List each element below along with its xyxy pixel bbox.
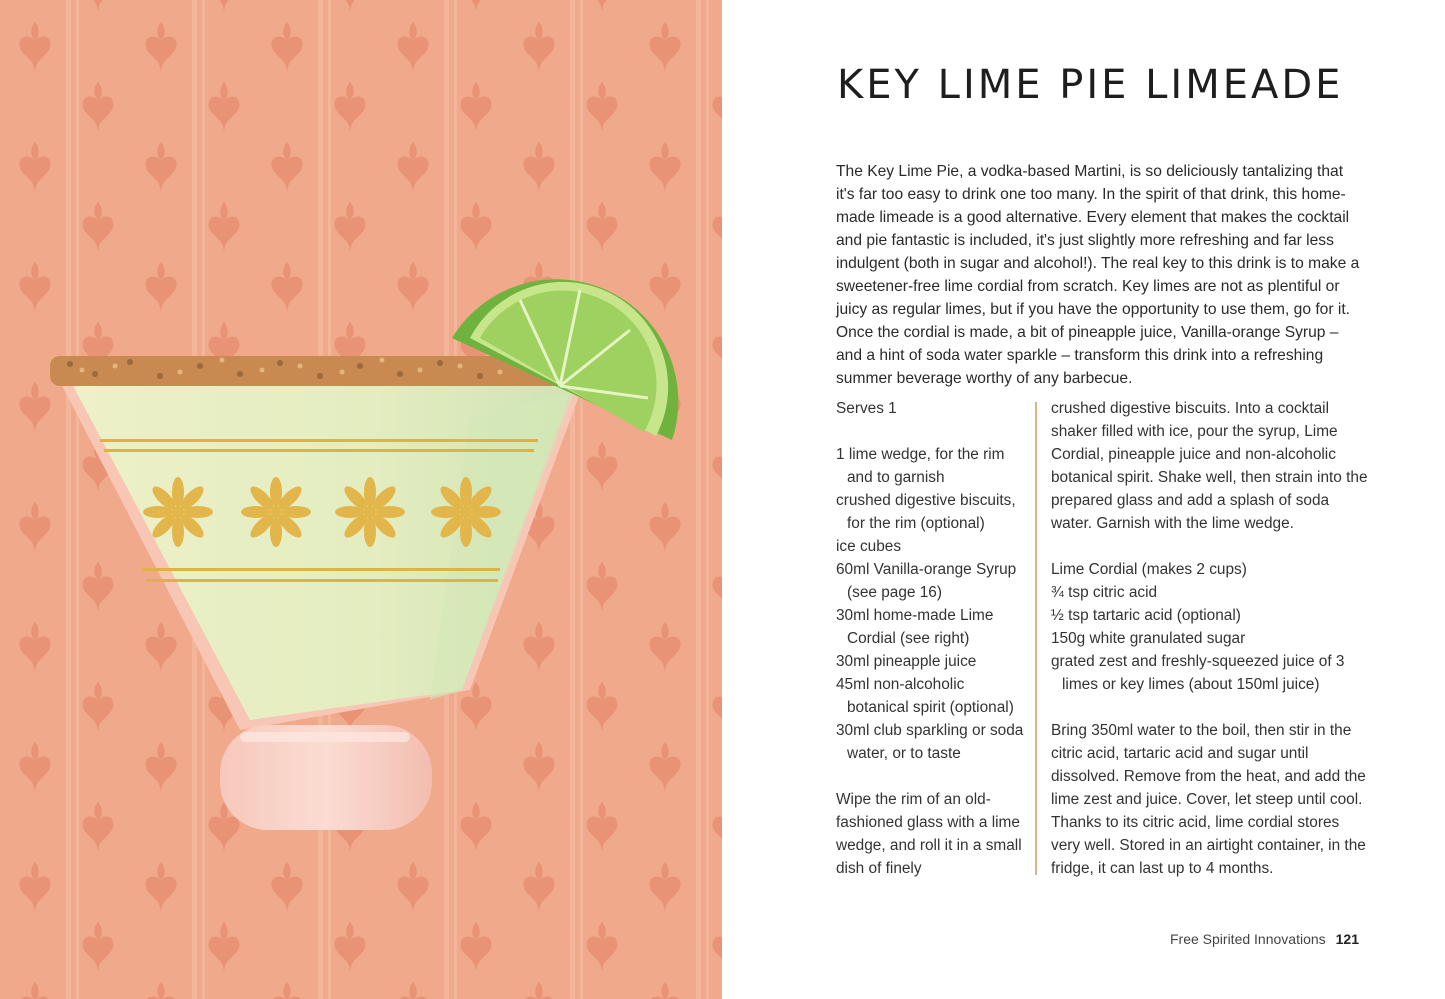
recipe-page xyxy=(722,0,1445,999)
method-continued: crushed digestive biscuits. Into a cocktail shaker filled with ice, pour the syrup, Lime Cordial, pineapple juice and non-alcoholic botanical spirit. Shake well, then strain into the prepared glass and add a splash of soda water. Garnish with the lime wedge. xyxy=(1051,400,1368,532)
ingredient-item: 60ml Vanilla-orange Syrup (see page 16) xyxy=(836,561,1017,601)
page-number: 121 xyxy=(1335,931,1359,947)
ingredient-item: crushed digestive biscuits, for the rim (optional) xyxy=(836,492,1016,532)
cocktail-illustration xyxy=(0,0,722,999)
ingredient-item: 30ml pineapple juice xyxy=(836,653,977,670)
ingredient-item: 1 lime wedge, for the rim and to garnish xyxy=(836,446,1005,486)
method-start: Wipe the rim of an old-fashioned glass with a lime wedge, and roll it in a small dish of finely xyxy=(836,791,1022,877)
intro-paragraph: The Key Lime Pie, a vodka-based Martini, is so deliciously tantalizing that it's far too easy to drink one too many. In the spirit of that drink, this home-made limeade is a good alternative. Every element that makes the cocktail and pie fantastic is included, it's just slightly more refreshing and far less indulgent (both in sugar and alcohol!). The real key to this drink is to make a sweetener-free lime cordial from scratch. Key limes are not as plentiful or juicy as regular limes, but if you have the opportunity to use them, go for it. Once the cordial is made, a bit of pineapple juice, Vanilla-orange Syrup – and a hint of soda water sparkle – transform this drink into a refreshing summer beverage worthy of any barbecue. xyxy=(836,162,1360,387)
serves-label: Serves 1 xyxy=(836,400,897,417)
cordial-heading: Lime Cordial (makes 2 cups) xyxy=(1051,561,1247,578)
ingredient-item: ice cubes xyxy=(836,538,902,555)
column-divider xyxy=(1035,402,1037,875)
ingredient-item: 30ml home-made Lime Cordial (see right) xyxy=(836,607,994,647)
section-name: Free Spirited Innovations xyxy=(1170,931,1326,947)
ingredient-item: 30ml club sparkling or soda water, or to taste xyxy=(836,722,1024,762)
cordial-method: Bring 350ml water to the boil, then stir in the citric acid, tartaric acid and sugar until dissolved. Remove from the heat, and add the lime zest and juice. Cover, let steep until cool. Thanks to its citric acid, lime cordial stores very well. Stored in an airtight container, in the fridge, it can last up to 4 months. xyxy=(1051,722,1366,877)
page-footer xyxy=(1170,931,1359,947)
cordial-ingredient: ¾ tsp citric acid xyxy=(1051,584,1158,601)
ingredient-item: 45ml non-alcoholic botanical spirit (optional) xyxy=(836,676,1014,716)
right-column xyxy=(1051,397,1371,880)
recipe-title: KEY LIME PIE LIMEADE xyxy=(837,62,1344,108)
cordial-ingredient: grated zest and freshly-squeezed juice of 3 limes or key limes (about 150ml juice) xyxy=(1051,653,1345,693)
cordial-ingredient: ½ tsp tartaric acid (optional) xyxy=(1051,607,1241,624)
left-column xyxy=(836,397,1026,880)
cordial-ingredient: 150g white granulated sugar xyxy=(1051,630,1246,647)
